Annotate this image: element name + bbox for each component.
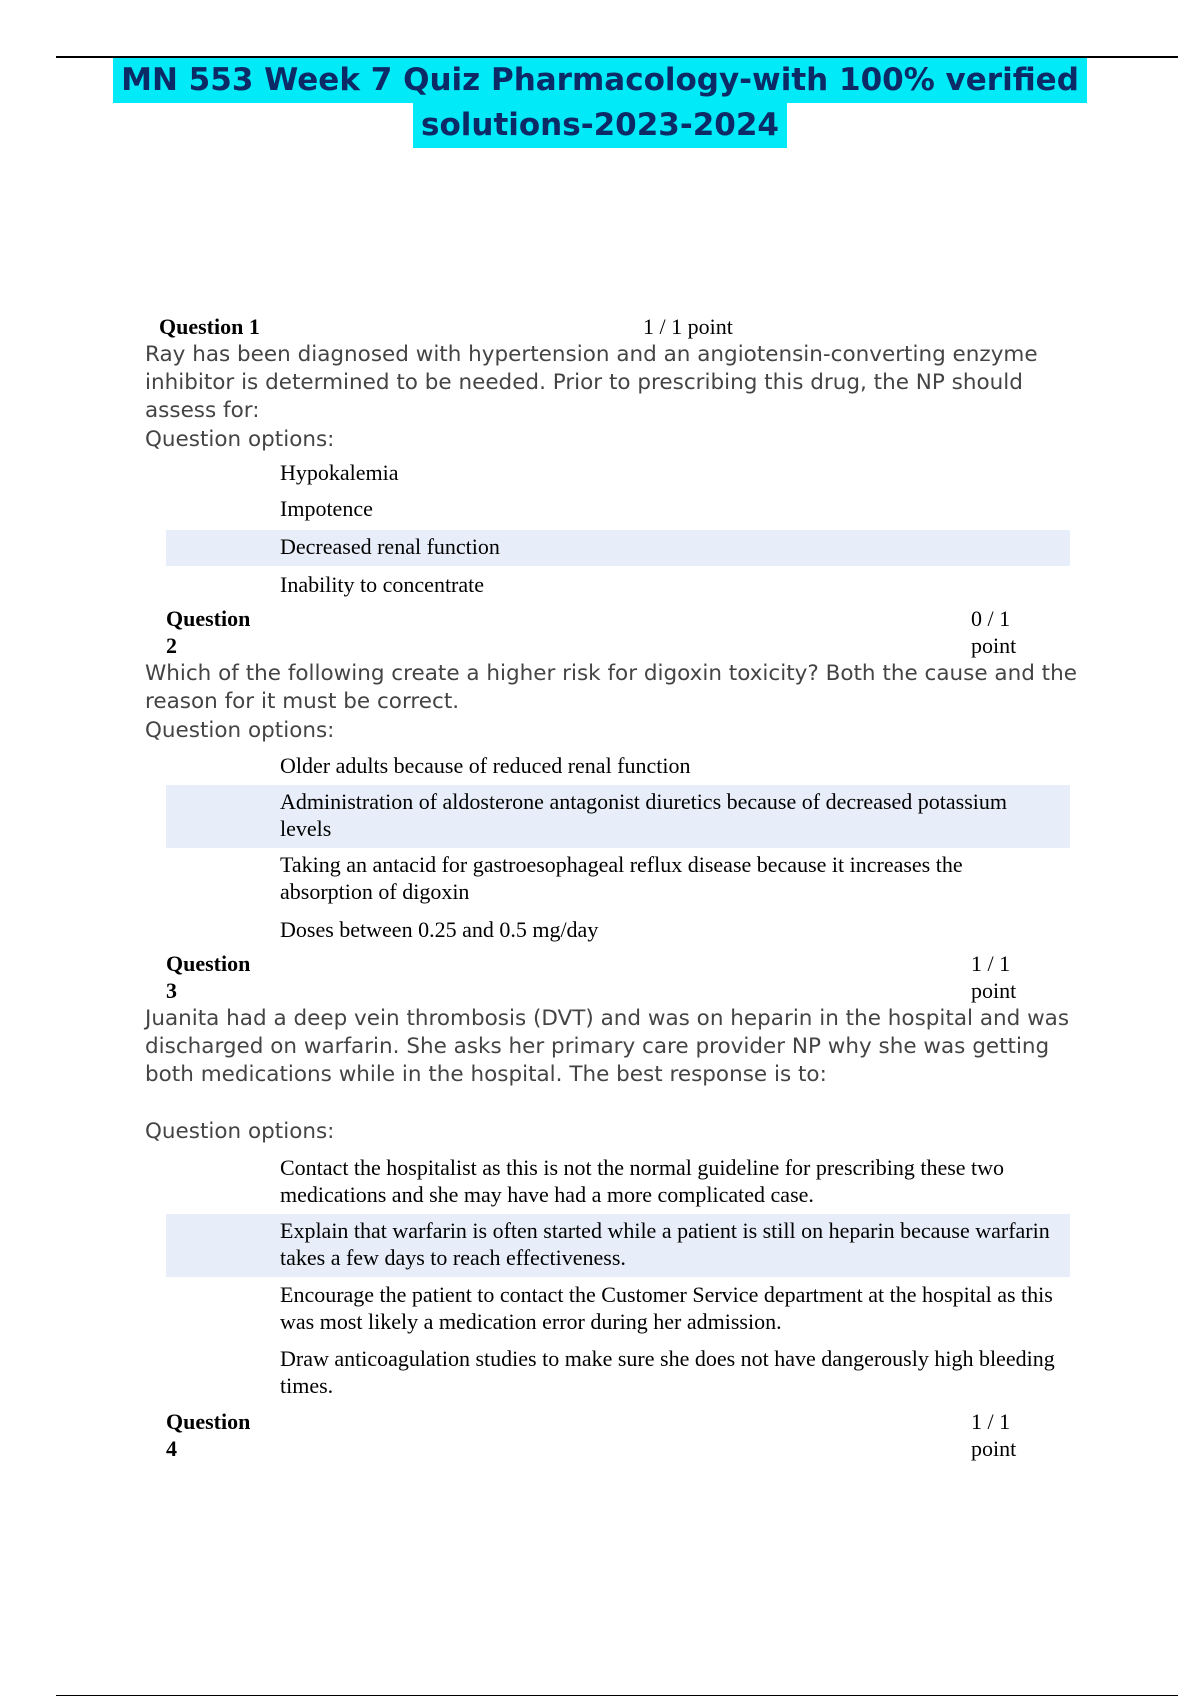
- question-1-options-label: Question options:: [145, 427, 335, 452]
- question-2-option-1[interactable]: Older adults because of reduced renal function: [280, 753, 691, 778]
- question-3-score: 1 / 1 point: [971, 951, 1017, 1003]
- bottom-rule: [56, 1695, 1178, 1696]
- question-2-score: 0 / 1 point: [971, 606, 1017, 658]
- question-3-option-1[interactable]: Contact the hospitalist as this is not the normal guideline for prescribing these two medications and she may have had a more complicated case.: [280, 1155, 1005, 1207]
- question-2-option-4[interactable]: Doses between 0.25 and 0.5 mg/day: [280, 917, 599, 942]
- question-3-label: Question 3: [166, 951, 251, 1003]
- document-title: [0, 58, 1200, 148]
- question-2-label: Question 2: [166, 606, 251, 658]
- question-1-option-4[interactable]: Inability to concentrate: [280, 572, 485, 597]
- question-3-option-2-correct[interactable]: Explain that warfarin is often started while a patient is still on heparin because warfarin takes a few days to reach effectiveness.: [166, 1214, 1070, 1277]
- title-line-2: solutions-2023-2024: [413, 103, 787, 148]
- question-1-option-2[interactable]: Impotence: [280, 496, 373, 521]
- question-2-option-2-correct[interactable]: Administration of aldosterone antagonist diuretics because of decreased potassium levels: [166, 785, 1070, 848]
- question-3-options-label: Question options:: [145, 1119, 335, 1144]
- question-1-option-3-correct[interactable]: Decreased renal function: [166, 530, 1070, 566]
- question-4-score: 1 / 1 point: [971, 1409, 1017, 1461]
- question-1-score: 1 / 1 point: [643, 314, 733, 339]
- question-3-option-4[interactable]: Draw anticoagulation studies to make sure she does not have dangerously high bleeding times.: [280, 1346, 1055, 1398]
- question-1-text: Ray has been diagnosed with hypertension and an angiotensin-converting enzyme inhibitor is determined to be needed. Prior to prescribing this drug, the NP should assess for:: [145, 342, 1038, 423]
- question-1-label: Question 1: [159, 314, 260, 339]
- question-3-option-3[interactable]: Encourage the patient to contact the Customer Service department at the hospital as this was most likely a medication error during her admission.: [280, 1282, 1053, 1334]
- question-1-option-1[interactable]: Hypokalemia: [280, 460, 399, 485]
- question-2-text: Which of the following create a higher risk for digoxin toxicity? Both the cause and the reason for it must be correct.: [145, 661, 1077, 714]
- question-2-option-3[interactable]: Taking an antacid for gastroesophageal reflux disease because it increases the absorption of digoxin: [280, 852, 963, 904]
- title-line-1: MN 553 Week 7 Quiz Pharmacology-with 100% verified: [113, 58, 1087, 103]
- question-2-options-label: Question options:: [145, 718, 335, 743]
- question-3-text: Juanita had a deep vein thrombosis (DVT) and was on heparin in the hospital and was discharged on warfarin. She asks her primary care provider NP why she was getting both medications while in the hospital. The best response is to:: [145, 1006, 1070, 1087]
- question-4-label: Question 4: [166, 1409, 251, 1461]
